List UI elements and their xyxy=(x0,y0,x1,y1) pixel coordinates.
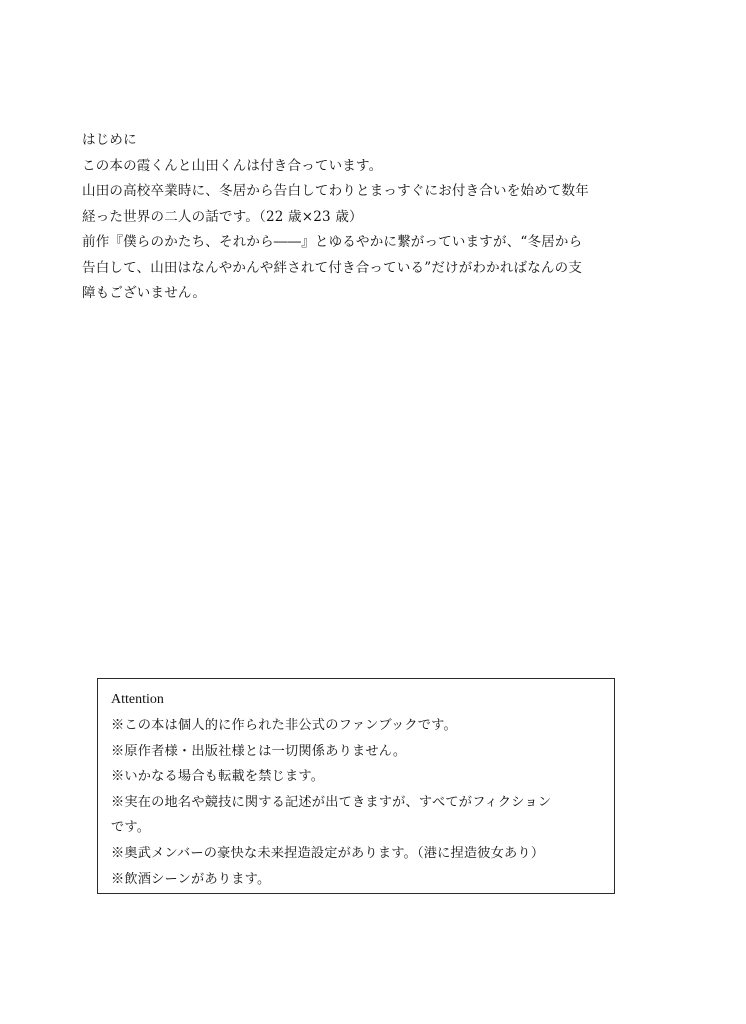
intro-line: 前作『僕らのかたち、それから――』とゆるやかに繋がっていますが、“冬居から xyxy=(82,234,583,250)
attention-line: ※この本は個人的に作られた非公式のファンブックです。 xyxy=(111,718,457,733)
intro-line: 山田の高校卒業時に、冬居から告白してわりとまっすぐにお付き合いを始めて数年 xyxy=(82,183,589,199)
attention-line: ※飲酒シーンがあります。 xyxy=(111,871,271,887)
intro-line: 障もございません。 xyxy=(82,285,207,301)
attention-line: ※原作者様・出版社様とは一切関係ありません。 xyxy=(111,743,407,759)
intro-line: 告白して、山田はなんやかんや絆されて付き合っている”だけがわかればなんの支 xyxy=(82,259,583,276)
attention-line: ※いかなる場合も転載を禁じます。 xyxy=(111,769,325,785)
attention-title: Attention xyxy=(111,692,164,707)
intro-heading: はじめに xyxy=(82,132,137,148)
attention-line: ※奥武メンバーの豪快な未来捏造設定があります。（港に捏造彼女あり） xyxy=(111,845,545,861)
intro-line: この本の霞くんと山田くんは付き合っています。 xyxy=(82,157,383,174)
intro-line: 経った世界の二人の話です。（22 歳×23 歳） xyxy=(82,208,363,225)
attention-line: です。 xyxy=(111,820,151,836)
attention-line: ※実在の地名や競技に関する記述が出てきますが、すべてがフィクション xyxy=(111,794,552,810)
introduction-section xyxy=(82,128,622,307)
attention-box xyxy=(97,678,615,894)
